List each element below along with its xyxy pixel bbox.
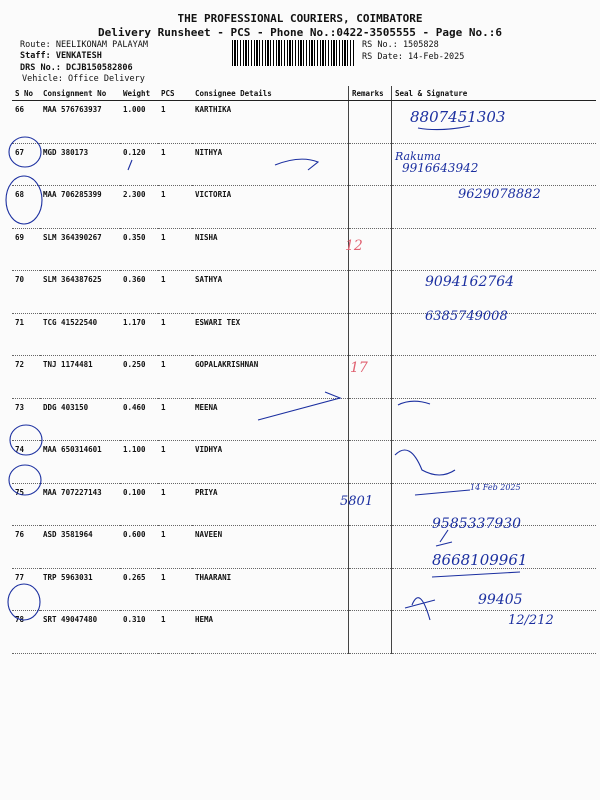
cell-signature (392, 356, 597, 399)
cell-sno: 69 (12, 228, 40, 271)
col-signature: Seal & Signature (392, 86, 597, 101)
hw-mark-75: 5801 (340, 494, 374, 509)
cell-consignee: NISHA (192, 228, 349, 271)
cell-consignment: SLM 364390267 (40, 228, 120, 271)
cell-pcs: 1 (158, 441, 192, 484)
table-row (12, 271, 596, 314)
barcode (232, 40, 354, 66)
cell-signature (392, 313, 597, 356)
cell-consignee: NAVEEN (192, 526, 349, 569)
cell-sno: 67 (12, 143, 40, 186)
cell-pcs: 1 (158, 483, 192, 526)
cell-remarks (349, 143, 392, 186)
cell-remarks (349, 271, 392, 314)
table-row (12, 483, 596, 526)
company-title: THE PROFESSIONAL COURIERS, COIMBATORE (177, 12, 423, 25)
cell-sno: 78 (12, 611, 40, 654)
cell-remarks (349, 228, 392, 271)
cell-signature (392, 568, 597, 611)
cell-remarks (349, 186, 392, 229)
col-consignee: Consignee Details (192, 86, 349, 101)
cell-consignment: SRT 49047480 (40, 611, 120, 654)
cell-weight: 0.350 (120, 228, 158, 271)
col-weight: Weight (120, 86, 158, 101)
cell-weight: 0.120 (120, 143, 158, 186)
cell-consignment: TNJ 1174481 (40, 356, 120, 399)
cell-sno: 73 (12, 398, 40, 441)
cell-remarks (349, 101, 392, 144)
cell-consignment: MAA 706285399 (40, 186, 120, 229)
cell-pcs: 1 (158, 611, 192, 654)
cell-weight: 0.265 (120, 568, 158, 611)
cell-consignee: NITHYA (192, 143, 349, 186)
cell-remarks (349, 356, 392, 399)
cell-sno: 70 (12, 271, 40, 314)
cell-consignment: MAA 707227143 (40, 483, 120, 526)
cell-consignment: SLM 364387625 (40, 271, 120, 314)
hw-phone-71: 6385749008 (425, 309, 508, 324)
cell-pcs: 1 (158, 143, 192, 186)
cell-weight: 0.460 (120, 398, 158, 441)
cell-weight: 0.600 (120, 526, 158, 569)
cell-remarks (349, 441, 392, 484)
cell-weight: 2.300 (120, 186, 158, 229)
cell-sno: 72 (12, 356, 40, 399)
hw-phone-78b: 12/212 (508, 613, 554, 628)
cell-sno: 71 (12, 313, 40, 356)
hw-phone-66: 8807451303 (410, 108, 506, 126)
cell-consignee: GOPALAKRISHNAN (192, 356, 349, 399)
table-header-row (12, 86, 596, 101)
hw-phone-67: 9916643942 (402, 161, 479, 175)
cell-weight: 0.100 (120, 483, 158, 526)
cell-remarks (349, 568, 392, 611)
cell-sno: 76 (12, 526, 40, 569)
hw-date-75: 14 Feb 2025 (470, 483, 521, 492)
hw-phone-68: 9629078882 (458, 187, 541, 202)
vehicle-label: Vehicle: Office Delivery (22, 74, 145, 84)
cell-consignee: ESWARI TEX (192, 313, 349, 356)
cell-consignment: TRP 5963031 (40, 568, 120, 611)
rs-number: RS No.: 1505828 (362, 40, 439, 50)
cell-consignee: THAARANI (192, 568, 349, 611)
cell-signature (392, 186, 597, 229)
cell-consignee: PRIYA (192, 483, 349, 526)
col-sno: S No (12, 86, 40, 101)
cell-remarks (349, 483, 392, 526)
drs-label: DRS No.: DCJB150582806 (20, 63, 133, 73)
hw-phone-78a: 99405 (478, 592, 523, 608)
cell-consignment: TCG 41522540 (40, 313, 120, 356)
cell-signature (392, 271, 597, 314)
cell-pcs: 1 (158, 526, 192, 569)
table-row (12, 398, 596, 441)
cell-pcs: 1 (158, 568, 192, 611)
cell-consignee: VIDHYA (192, 441, 349, 484)
cell-signature (392, 441, 597, 484)
cell-sno: 68 (12, 186, 40, 229)
cell-consignee: KARTHIKA (192, 101, 349, 144)
table-row (12, 356, 596, 399)
cell-consignment: DDG 403150 (40, 398, 120, 441)
cell-pcs: 1 (158, 271, 192, 314)
cell-sno: 66 (12, 101, 40, 144)
hw-phone-77: 8668109961 (432, 551, 528, 569)
cell-signature (392, 101, 597, 144)
cell-sno: 77 (12, 568, 40, 611)
col-consignment: Consignment No (40, 86, 120, 101)
rs-date: RS Date: 14-Feb-2025 (362, 52, 465, 62)
cell-remarks (349, 526, 392, 569)
cell-consignee: SATHYA (192, 271, 349, 314)
cell-signature (392, 483, 597, 526)
cell-weight: 1.000 (120, 101, 158, 144)
col-pcs: PCS (158, 86, 192, 101)
cell-consignment: MAA 576763937 (40, 101, 120, 144)
cell-sno: 74 (12, 441, 40, 484)
cell-consignment: ASD 3581964 (40, 526, 120, 569)
table-row (12, 313, 596, 356)
cell-consignee: VICTORIA (192, 186, 349, 229)
cell-signature (392, 398, 597, 441)
cell-pcs: 1 (158, 356, 192, 399)
cell-weight: 1.100 (120, 441, 158, 484)
cell-consignee: HEMA (192, 611, 349, 654)
table-row (12, 441, 596, 484)
cell-pcs: 1 (158, 186, 192, 229)
hw-name-67: Rakuma (395, 150, 441, 163)
cell-pcs: 1 (158, 101, 192, 144)
hw-phone-76: 9585337930 (432, 516, 522, 532)
cell-signature (392, 143, 597, 186)
hw-red-69: 12 (345, 238, 363, 254)
cell-consignee: MEENA (192, 398, 349, 441)
table-row (12, 568, 596, 611)
cell-weight: 0.360 (120, 271, 158, 314)
table-row (12, 186, 596, 229)
table-row (12, 143, 596, 186)
hw-red-72: 17 (350, 360, 368, 376)
cell-weight: 1.170 (120, 313, 158, 356)
cell-signature (392, 526, 597, 569)
cell-signature (392, 611, 597, 654)
cell-weight: 0.310 (120, 611, 158, 654)
cell-remarks (349, 313, 392, 356)
cell-sno: 75 (12, 483, 40, 526)
cell-pcs: 1 (158, 398, 192, 441)
cell-remarks (349, 611, 392, 654)
cell-pcs: 1 (158, 313, 192, 356)
col-remarks: Remarks (349, 86, 392, 101)
cell-consignment: MGD 380173 (40, 143, 120, 186)
cell-weight: 0.250 (120, 356, 158, 399)
staff-label: Staff: VENKATESH (20, 51, 102, 61)
cell-pcs: 1 (158, 228, 192, 271)
cell-consignment: MAA 650314601 (40, 441, 120, 484)
route-label: Route: NEELIKONAM PALAYAM (20, 40, 148, 50)
cell-remarks (349, 398, 392, 441)
cell-signature (392, 228, 597, 271)
table-row (12, 101, 596, 144)
table-row (12, 228, 596, 271)
table-row (12, 611, 596, 654)
table-row (12, 526, 596, 569)
hw-phone-70: 9094162764 (425, 274, 515, 290)
runsheet-subtitle: Delivery Runsheet - PCS - Phone No.:0422-3505555 - Page No.:6 (98, 26, 502, 39)
runsheet-table (12, 86, 596, 654)
